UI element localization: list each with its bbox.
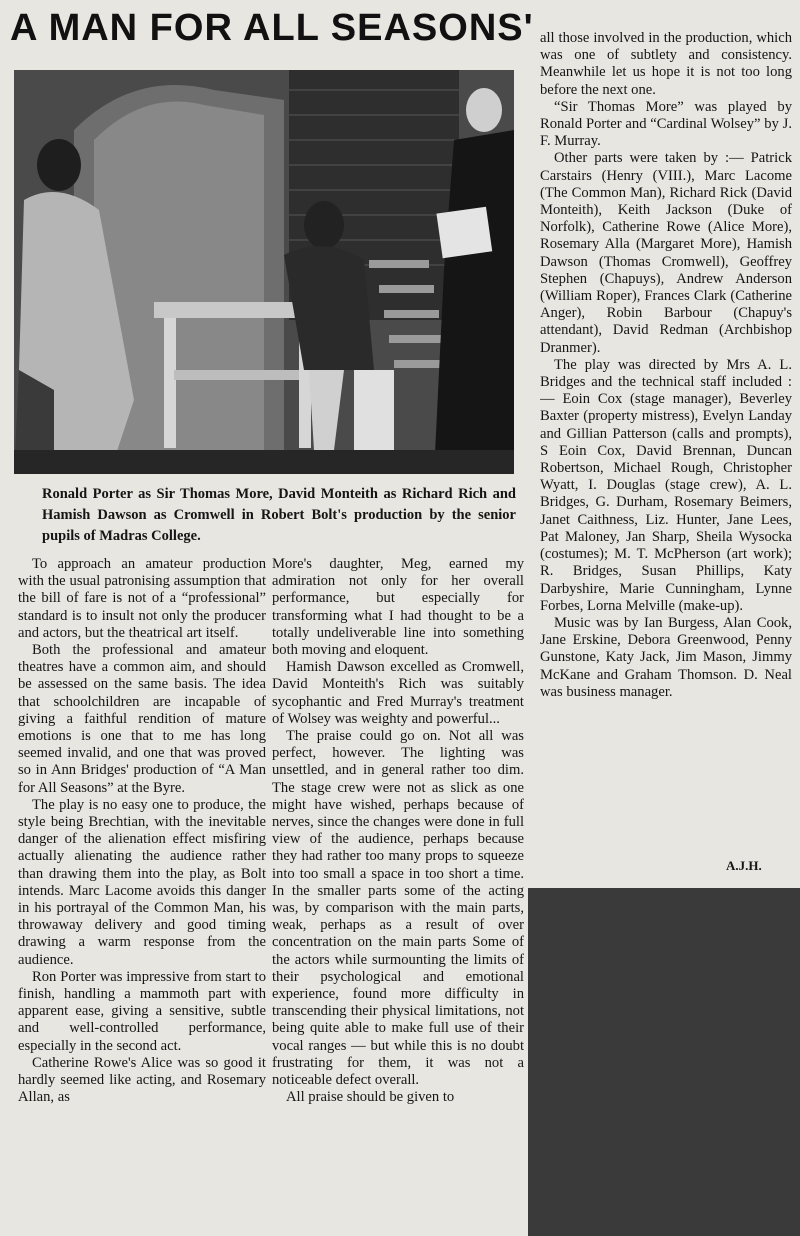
paragraph: all those involved in the production, which was one of subtlety and consistency. Meanwhile let us hope it is not too long before the next one. bbox=[540, 30, 792, 98]
paragraph: Both the professional and amateur theatres have a common aim, and should be assessed on the same basis. The idea that schoolchildren are incapable of giving a faithful rendition of mature emotions is one that to me has long seemed invalid, and one that was proved so in Ann Bridges' production of “A Man for All Seasons” at the Byre. bbox=[18, 642, 266, 796]
paragraph: Hamish Dawson excelled as Cromwell, David Monteith's Rich was suitably sycophantic and Fred Murray's treatment of Wolsey was weighty and powerful... bbox=[272, 659, 524, 727]
article-column-2 bbox=[272, 556, 524, 1236]
production-photo bbox=[14, 70, 514, 474]
paragraph: The play was directed by Mrs A. L. Bridges and the technical staff included :— Eoin Cox (stage manager), Beverley Baxter (property mistress), Evelyn Landay and Gillian Patterson (calls and prompts), S Eoin Cox, David Brennan, Duncan Robertson, Michael Rough, Christopher Wyatt, I. Douglas (stage crew), A. L. Bridges, G. Durham, Rosemary Beimers, Janet Caithness, Liz. Hunter, Jane Lees, Pat Maloney, Jan Sharp, Sheila Wysocka (costumes); M. T. McPherson (art work); R. Bridges, Susan Phillips, Katy Darbyshire, Marie Cunningham, Lynne Forbes, Lorna Melville (make-up). bbox=[540, 356, 792, 614]
paragraph: All praise should be given to bbox=[286, 1089, 455, 1106]
article-column-1 bbox=[18, 556, 266, 1236]
author-signature: A.J.H. bbox=[726, 858, 762, 873]
paragraph: The praise could go on. Not all was perfect, however. The lighting was unsettled, and in general rather too dim. The stage crew were not as slick as one might have wished, perhaps because of nerves, since the changes were done in full view of the audience, perhaps because they had rather too many props to squeeze into too small a space in too short a time. In the smaller parts some of the acting was, by comparison with the main parts, weak, perhaps as a result of over concentration on the main parts Some of the actors while surmounting the limits of their psychological and emotional experience, found more difficulty in transcending their physical limitations, not being quite able to make full use of their vocal ranges — but while this is no doubt frustrating for them, it was not a noticeable defect overall. bbox=[272, 728, 524, 1089]
stage-scene-image bbox=[14, 70, 514, 474]
paragraph: The play is no easy one to produce, the style being Brechtian, with the inevitable danger of the alienation effect misfiring actually alienating the audience rather than drawing them into the play, as Bolt intends. Marc Lacome avoids this danger in his portrayal of the Common Man, his throwaway delivery and good timing drawing a warm response from the audience. bbox=[18, 796, 266, 968]
paragraph: Music was by Ian Burgess, Alan Cook, Jane Erskine, Debora Greenwood, Penny Gunstone, Katy Jack, Jim Mason, Jimmy McKane and Graham Thomson. D. Neal was business manager. bbox=[540, 614, 792, 700]
paragraph: Catherine Rowe's Alice was so good it hardly seemed like acting, and Rosemary Allan, as bbox=[18, 1054, 266, 1106]
paragraph: Other parts were taken by :— Patrick Carstairs (Henry (VIII.), Marc Lacome (The Common Man), Richard Rick (David Monteith), Keith Jackson (Duke of Norfolk), Catherine Rowe (Alice More), Rosemary Alla (Margaret More), Hamish Dawson (Thomas Cromwell), Geoffrey Stephen (Chapuys), Andrew Anderson (William Roper), Frances Clark (Catherine Anger), Robin Barbour (Chapuy's attendant), David Redman (Archbishop Dranmer). bbox=[540, 150, 792, 356]
paragraph: Ron Porter was impressive from start to finish, handling a mammoth part with apparent ease, giving a sensitive, subtle and well-controlled performance, especially in the second act. bbox=[18, 968, 266, 1054]
paragraph: “Sir Thomas More” was played by Ronald Porter and “Cardinal Wolsey” by J. F. Murray. bbox=[540, 98, 792, 150]
article-column-3 bbox=[540, 30, 792, 880]
paragraph: To approach an amateur production with the usual patronising assumption that the bill of fare is not of a “professional” standard is to insult not only the producer and actors, but the theatrical art itself. bbox=[18, 556, 266, 641]
paragraph: More's daughter, Meg, earned my admiration not only for her overall performance, but especially for transforming what I had thought to be a totally undeliverable line into something both moving and eloquent. bbox=[272, 556, 524, 659]
background-corner bbox=[528, 888, 800, 1236]
photo-caption: Ronald Porter as Sir Thomas More, David Monteith as Richard Rich and Hamish Dawson as Cromwell in Robert Bolt's production by the senior pupils of Madras College. bbox=[42, 486, 516, 544]
headline: A MAN FOR ALL SEASONS' bbox=[10, 7, 534, 49]
